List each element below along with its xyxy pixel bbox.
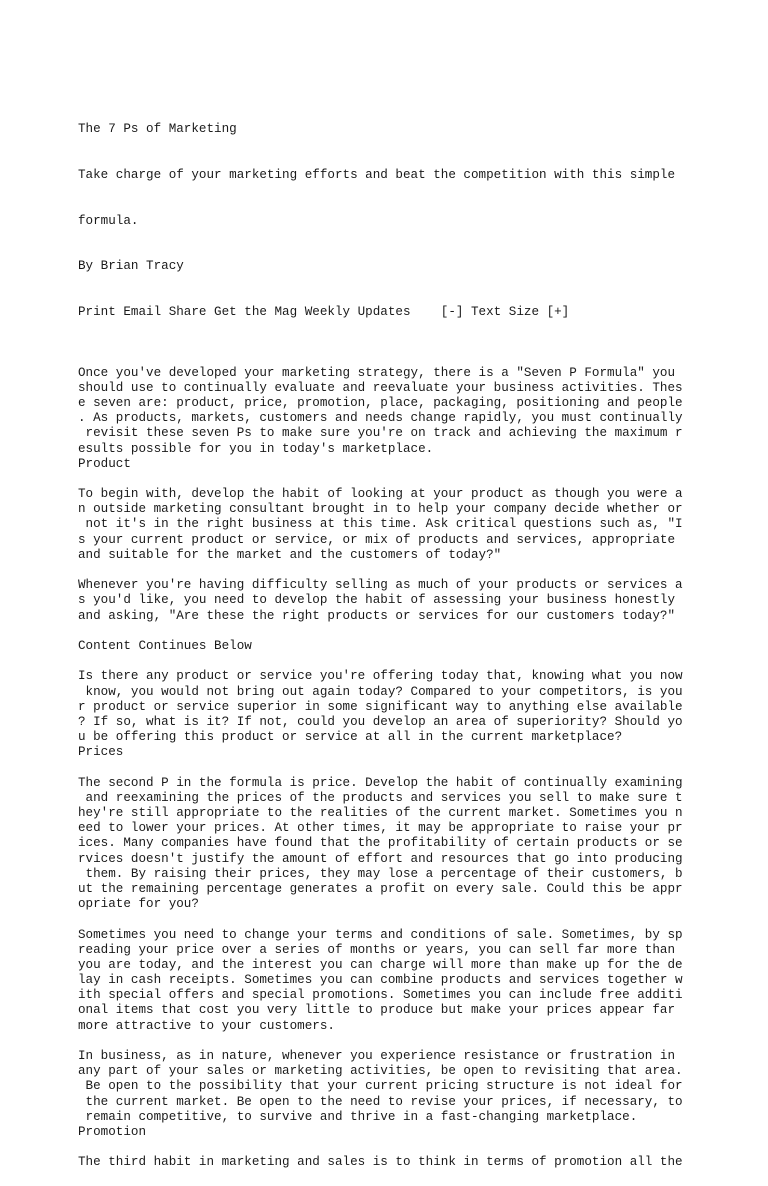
paragraph-line: know, you would not bring out again today? Compared to your competitors, is you <box>78 684 683 699</box>
paragraph-line: rvices doesn't justify the amount of effort and resources that go into producing <box>78 851 683 866</box>
paragraph-line: onal items that cost you very little to produce but make your prices appear far <box>78 1003 676 1018</box>
paragraph-gap <box>78 624 738 639</box>
paragraph-line: lay in cash receipts. Sometimes you can combine products and services together w <box>78 973 683 988</box>
paragraph-line: Content Continues Below <box>78 638 252 653</box>
paragraph-line: Prices <box>78 745 124 760</box>
paragraph-line: any part of your sales or marketing activities, be open to revisiting that area. <box>78 1064 683 1079</box>
paragraph-line: them. By raising their prices, they may lose a percentage of their customers, b <box>78 866 683 881</box>
paragraph-line: and reexamining the prices of the products and services you sell to make sure t <box>78 790 683 805</box>
article-subtitle-line: Take charge of your marketing efforts and beat the competition with this simple <box>78 168 676 182</box>
paragraph-line: ith special offers and special promotions. Sometimes you can include free additi <box>78 988 683 1003</box>
paragraph-line: Once you've developed your marketing strategy, there is a "Seven P Formula" you <box>78 365 676 380</box>
paragraph-line: To begin with, develop the habit of looking at your product as though you were a <box>78 487 683 502</box>
paragraph-line: ices. Many companies have found that the profitability of certain products or se <box>78 836 683 851</box>
article-toolbar-text: Print Email Share Get the Mag Weekly Updates [-] Text Size [+] <box>78 304 570 319</box>
paragraph-gap <box>78 563 738 578</box>
paragraph-line: esults possible for you in today's marketplace. <box>78 441 434 456</box>
paragraph-gap <box>78 350 738 365</box>
paragraph-line: Whenever you're having difficulty selling as much of your products or services a <box>78 578 683 593</box>
article-body <box>78 350 738 1170</box>
paragraph-line: reading your price over a series of months or years, you can sell far more than <box>78 942 676 957</box>
paragraph-line: Promotion <box>78 1124 147 1139</box>
paragraph-line: s you'd like, you need to develop the habit of assessing your business honestly <box>78 593 676 608</box>
paragraph-line: not it's in the right business at this time. Ask critical questions such as, "I <box>78 517 683 532</box>
paragraph-line: In business, as in nature, whenever you experience resistance or frustration in <box>78 1049 676 1063</box>
paragraph-line: r product or service superior in some significant way to anything else available <box>78 699 683 714</box>
paragraph-line: s your current product or service, or mix of products and services, appropriate <box>78 532 676 547</box>
paragraph-line: e seven are: product, price, promotion, place, packaging, positioning and people <box>78 395 683 410</box>
paragraph-line: Sometimes you need to change your terms and conditions of sale. Sometimes, by sp <box>78 927 683 942</box>
paragraph-line: u be offering this product or service at all in the current marketplace? <box>78 730 623 745</box>
article-title: The 7 Ps of Marketing <box>78 122 237 137</box>
paragraph-line: ? If so, what is it? If not, could you develop an area of superiority? Should yo <box>78 714 683 729</box>
article-byline: By Brian Tracy <box>78 259 184 274</box>
paragraph-gap <box>78 472 738 487</box>
paragraph-line: Be open to the possibility that your current pricing structure is not ideal for <box>78 1079 683 1094</box>
paragraph-line: and suitable for the market and the customers of today?" <box>78 547 502 562</box>
paragraph-line: ut the remaining percentage generates a profit on every sale. Could this be appr <box>78 881 683 896</box>
paragraph-gap <box>78 1140 738 1155</box>
paragraph-line: and asking, "Are these the right products or services for our customers today?" <box>78 608 676 623</box>
paragraph-line: The second P in the formula is price. Develop the habit of continually examining <box>78 775 683 790</box>
paragraph-line: remain competitive, to survive and thrive in a fast-changing marketplace. <box>78 1109 638 1124</box>
paragraph-gap <box>78 760 738 775</box>
paragraph-line: The third habit in marketing and sales is to think in terms of promotion all the <box>78 1155 683 1170</box>
paragraph-line: Product <box>78 456 131 471</box>
paragraph-gap <box>78 1034 738 1049</box>
paragraph-line: . As products, markets, customers and needs change rapidly, you must continually <box>78 411 683 426</box>
paragraph-line: you are today, and the interest you can charge will more than make up for the de <box>78 957 683 972</box>
paragraph-line: opriate for you? <box>78 897 199 912</box>
paragraph-line: n outside marketing consultant brought in to help your company decide whether or <box>78 502 683 517</box>
paragraph-line: should use to continually evaluate and reevaluate your business activities. Thes <box>78 380 683 395</box>
article-subtitle-line: formula. <box>78 213 139 228</box>
paragraph-gap <box>78 654 738 669</box>
paragraph-line: Is there any product or service you're offering today that, knowing what you now <box>78 669 683 684</box>
paragraph-line: eed to lower your prices. At other times, it may be appropriate to raise your pr <box>78 821 683 836</box>
document-page <box>78 92 738 1186</box>
paragraph-line: the current market. Be open to the need to revise your prices, if necessary, to <box>78 1094 683 1109</box>
paragraph-line: revisit these seven Ps to make sure you're on track and achieving the maximum r <box>78 426 683 441</box>
paragraph-gap <box>78 912 738 927</box>
paragraph-line: more attractive to your customers. <box>78 1018 335 1033</box>
paragraph-line: hey're still appropriate to the realities of the current market. Sometimes you n <box>78 806 683 820</box>
